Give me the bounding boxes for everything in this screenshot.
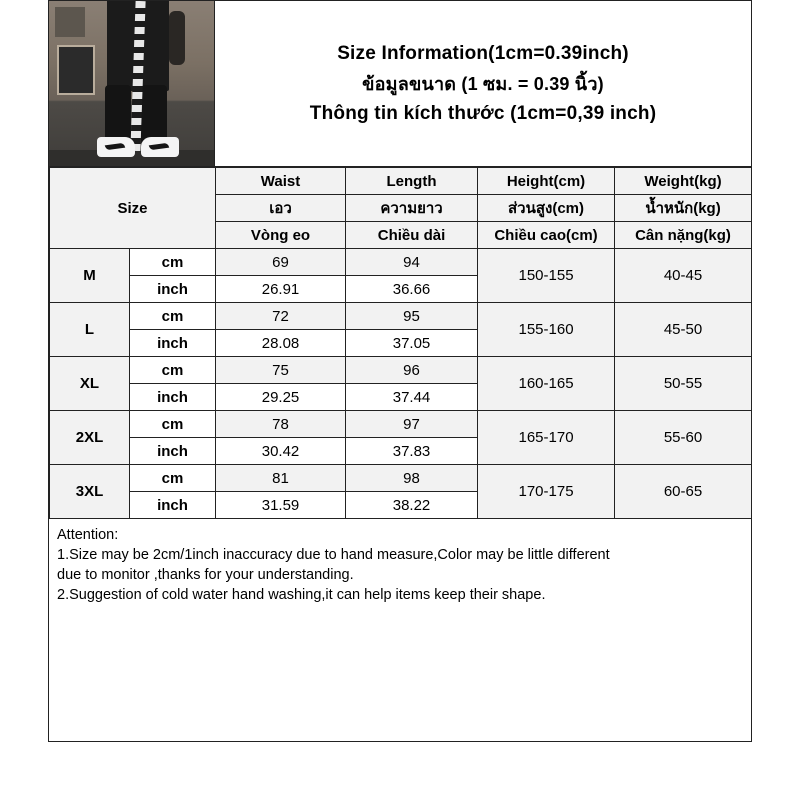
cell-weight-3xl: 60-65: [615, 465, 752, 519]
cell-length-in-l: 37.05: [346, 330, 478, 357]
cell-length-in-3xl: 38.22: [346, 492, 478, 519]
cell-weight-l: 45-50: [615, 303, 752, 357]
row-unit-cm: cm: [130, 249, 216, 276]
cell-length-cm-l: 95: [346, 303, 478, 330]
header-height-en: Height(cm): [478, 168, 615, 195]
cell-weight-xl: 50-55: [615, 357, 752, 411]
row-size-l: L: [50, 303, 130, 357]
header-length-th: ความยาว: [346, 195, 478, 222]
cell-length-in-2xl: 37.83: [346, 438, 478, 465]
cell-height-2xl: 165-170: [478, 411, 615, 465]
cell-waist-in-l: 28.08: [216, 330, 346, 357]
table-row: [50, 303, 752, 330]
cell-length-cm-xl: 96: [346, 357, 478, 384]
row-unit-inch: inch: [130, 438, 216, 465]
row-unit-cm: cm: [130, 411, 216, 438]
table-header-row-en: [50, 168, 752, 195]
cell-waist-in-m: 26.91: [216, 276, 346, 303]
header-weight-en: Weight(kg): [615, 168, 752, 195]
cell-length-in-m: 36.66: [346, 276, 478, 303]
cell-waist-in-2xl: 30.42: [216, 438, 346, 465]
size-header-cell: Size: [50, 168, 216, 249]
cell-height-l: 155-160: [478, 303, 615, 357]
attention-line-1: 1.Size may be 2cm/1inch inaccuracy due to hand measure,Color may be little different: [57, 547, 610, 563]
attention-block: [49, 519, 751, 741]
header-weight-vi: Cân nặng(kg): [615, 222, 752, 249]
cell-length-in-xl: 37.44: [346, 384, 478, 411]
attention-line-2: due to monitor ,thanks for your understanding.: [57, 567, 354, 583]
photo-model-leg-left: [105, 85, 131, 145]
cell-height-m: 150-155: [478, 249, 615, 303]
cell-waist-cm-3xl: 81: [216, 465, 346, 492]
cell-height-3xl: 170-175: [478, 465, 615, 519]
row-unit-inch: inch: [130, 330, 216, 357]
title-block: [215, 1, 751, 166]
header-waist-en: Waist: [216, 168, 346, 195]
size-chart-sheet: [48, 0, 752, 742]
header-waist-vi: Vòng eo: [216, 222, 346, 249]
cell-length-cm-2xl: 97: [346, 411, 478, 438]
photo-model-arm: [169, 11, 185, 65]
row-size-2xl: 2XL: [50, 411, 130, 465]
title-english: Size Information(1cm=0.39inch): [337, 42, 629, 64]
row-unit-inch: inch: [130, 384, 216, 411]
row-unit-cm: cm: [130, 303, 216, 330]
header-waist-th: เอว: [216, 195, 346, 222]
product-photo: [49, 1, 215, 166]
title-vietnamese: Thông tin kích thước (1cm=0,39 inch): [309, 102, 657, 124]
row-unit-cm: cm: [130, 357, 216, 384]
photo-poster: [57, 45, 95, 95]
cell-waist-in-xl: 29.25: [216, 384, 346, 411]
title-thai: ข้อมูลขนาด (1 ซม. = 0.39 นิ้ว): [362, 73, 604, 94]
row-unit-inch: inch: [130, 276, 216, 303]
cell-waist-cm-m: 69: [216, 249, 346, 276]
table-row: [50, 357, 752, 384]
table-row: [50, 411, 752, 438]
size-table: [49, 167, 752, 519]
photo-poster-top: [55, 7, 85, 37]
table-row: [50, 249, 752, 276]
cell-length-cm-m: 94: [346, 249, 478, 276]
header-length-en: Length: [346, 168, 478, 195]
header-weight-th: น้ำหนัก(kg): [615, 195, 752, 222]
row-size-xl: XL: [50, 357, 130, 411]
attention-heading: Attention:: [57, 527, 119, 543]
row-size-3xl: 3XL: [50, 465, 130, 519]
header-length-vi: Chiều dài: [346, 222, 478, 249]
header-height-vi: Chiều cao(cm): [478, 222, 615, 249]
attention-line-3: 2.Suggestion of cold water hand washing,it can help items keep their shape.: [57, 587, 546, 603]
cell-waist-in-3xl: 31.59: [216, 492, 346, 519]
photo-model-leg-right: [141, 85, 167, 145]
cell-weight-m: 40-45: [615, 249, 752, 303]
row-unit-cm: cm: [130, 465, 216, 492]
row-size-m: M: [50, 249, 130, 303]
chart-header: [49, 1, 751, 167]
cell-length-cm-3xl: 98: [346, 465, 478, 492]
cell-waist-cm-xl: 75: [216, 357, 346, 384]
cell-weight-2xl: 55-60: [615, 411, 752, 465]
cell-waist-cm-2xl: 78: [216, 411, 346, 438]
cell-height-xl: 160-165: [478, 357, 615, 411]
table-row: [50, 465, 752, 492]
header-height-th: ส่วนสูง(cm): [478, 195, 615, 222]
cell-waist-cm-l: 72: [216, 303, 346, 330]
row-unit-inch: inch: [130, 492, 216, 519]
